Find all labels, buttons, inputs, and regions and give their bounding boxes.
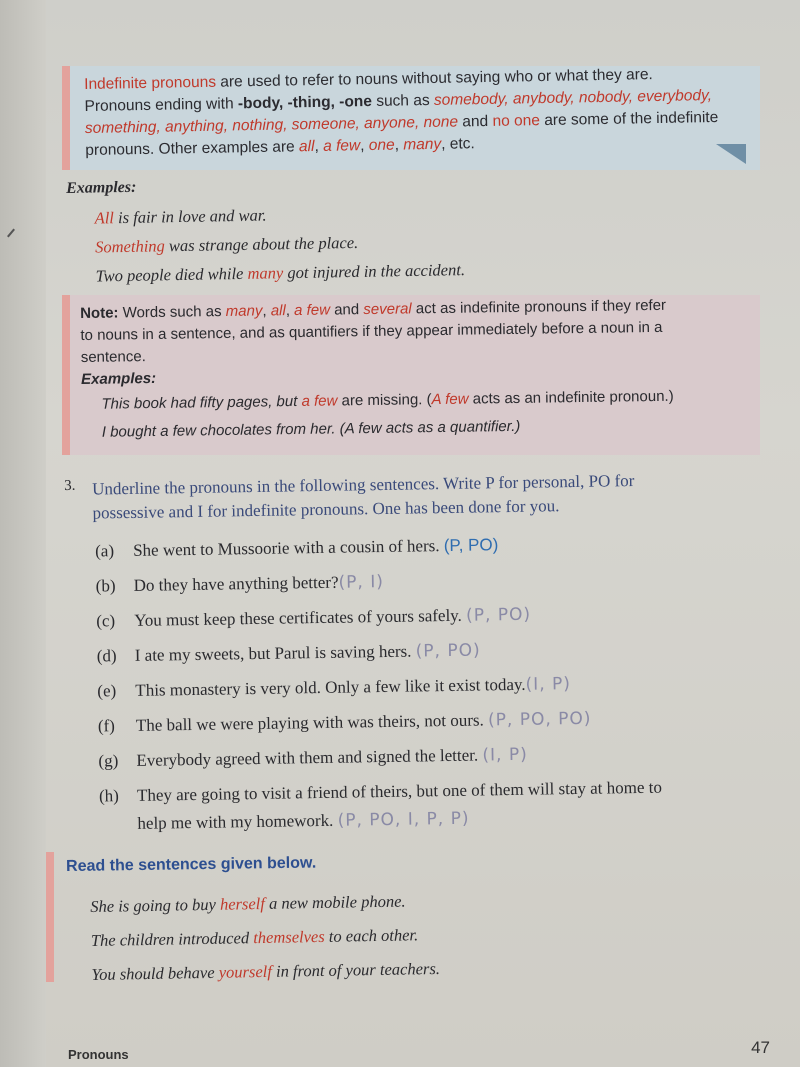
handwritten-answer: (P, PO, PO) bbox=[487, 708, 592, 731]
examples-heading: Examples: bbox=[66, 178, 137, 197]
note-text: Note: Words such as many, all, a few and several act as indefinite pronouns if they refer to nouns in a sentence, and as quantifiers if they appear immediately before a noun in a sentence. Examples: This book had fifty pages, but a few are missing. (A few acts as an indefinite pronoun.) I bought a few chocolates from her. (A few acts as a quantifier.) bbox=[80, 294, 747, 447]
definition-text: Indefinite pronouns are used to refer to nouns without saying who or what they are. Pronouns ending with -body, -thing, -one such as somebody, anybody, nobody, everybody, something, anything, nothing, someone, anyone, none and no one are some of the indefinite pronouns. Other examples are all, a few, one, many, etc. bbox=[84, 66, 719, 159]
note-example-line: This book had fifty pages, but a few are missing. (A few acts as an indefinite pronoun.) bbox=[101, 387, 674, 413]
handwritten-answer: (P, PO) bbox=[465, 604, 532, 626]
exercise-instruction: Underline the pronouns in the following sentences. Write P for personal, PO for possessive and I for indefinite pronouns. One has been done for you. bbox=[92, 471, 635, 523]
note-label: Note: bbox=[80, 304, 119, 322]
examples-block bbox=[66, 168, 748, 291]
exercise-item: (e) This monastery is very old. Only a few like it exist today.(I, P) bbox=[97, 674, 572, 701]
corner-triangle-decoration bbox=[716, 144, 746, 164]
page-number: 47 bbox=[751, 1038, 770, 1057]
handwritten-answer: (P, PO) bbox=[415, 640, 481, 662]
exercise-item: (g) Everybody agreed with them and signed the letter. (I, P) bbox=[98, 744, 528, 771]
read-line: The children introduced themselves to each other. bbox=[90, 925, 419, 950]
definition-box bbox=[62, 66, 760, 170]
exercise-item: (f) The ball we were playing with was theirs, not ours. (P, PO, PO) bbox=[97, 708, 592, 736]
handwritten-answer: (P, PO, I, P, P) bbox=[337, 808, 470, 831]
read-examples bbox=[90, 879, 732, 992]
read-heading: Read the sentences given below. bbox=[66, 854, 317, 875]
note-box bbox=[62, 295, 760, 455]
footer-chapter-title: Pronouns bbox=[68, 1047, 129, 1062]
exercise-number: 3. bbox=[64, 477, 76, 494]
handwritten-answer: (I, P) bbox=[525, 674, 572, 695]
term: Indefinite pronouns bbox=[84, 73, 217, 93]
suffixes: -body, -thing, -one bbox=[237, 92, 373, 113]
note-example-line: I bought a few chocolates from her. (A few acts as a quantifier.) bbox=[101, 417, 521, 441]
example-line: Two people died while many got injured in the accident. bbox=[95, 260, 466, 286]
handwritten-answer: (P, I) bbox=[338, 571, 385, 593]
exercise-item: (d) I ate my sweets, but Parul is saving hers. (P, PO) bbox=[96, 640, 481, 666]
example-line: Something was strange about the place. bbox=[95, 232, 359, 257]
exercise-item: (c) You must keep these certificates of yours safely. (P, PO) bbox=[96, 604, 532, 631]
answer: (P, PO) bbox=[443, 535, 499, 556]
example-line: All is fair in love and war. bbox=[94, 205, 267, 228]
exercise-item: (b) Do they have anything better?(P, I) bbox=[95, 571, 385, 596]
page-edge bbox=[0, 0, 46, 1067]
handwritten-answer: (I, P) bbox=[482, 744, 528, 766]
note-examples-heading: Examples: bbox=[80, 369, 157, 388]
exercise-item: (h) They are going to visit a friend of theirs, but one of them will stay at home to bbox=[98, 777, 663, 806]
exercise-3 bbox=[64, 467, 764, 833]
read-line: You should behave yourself in front of your teachers. bbox=[91, 958, 441, 984]
read-section-bar bbox=[46, 852, 54, 982]
exercise-item: (a) She went to Mussoorie with a cousin of hers. (P, PO) bbox=[95, 535, 499, 561]
read-line: She is going to buy herself a new mobile phone. bbox=[90, 891, 406, 916]
exercise-item-continued: help me with my homework. (P, PO, I, P, P) bbox=[137, 808, 470, 833]
